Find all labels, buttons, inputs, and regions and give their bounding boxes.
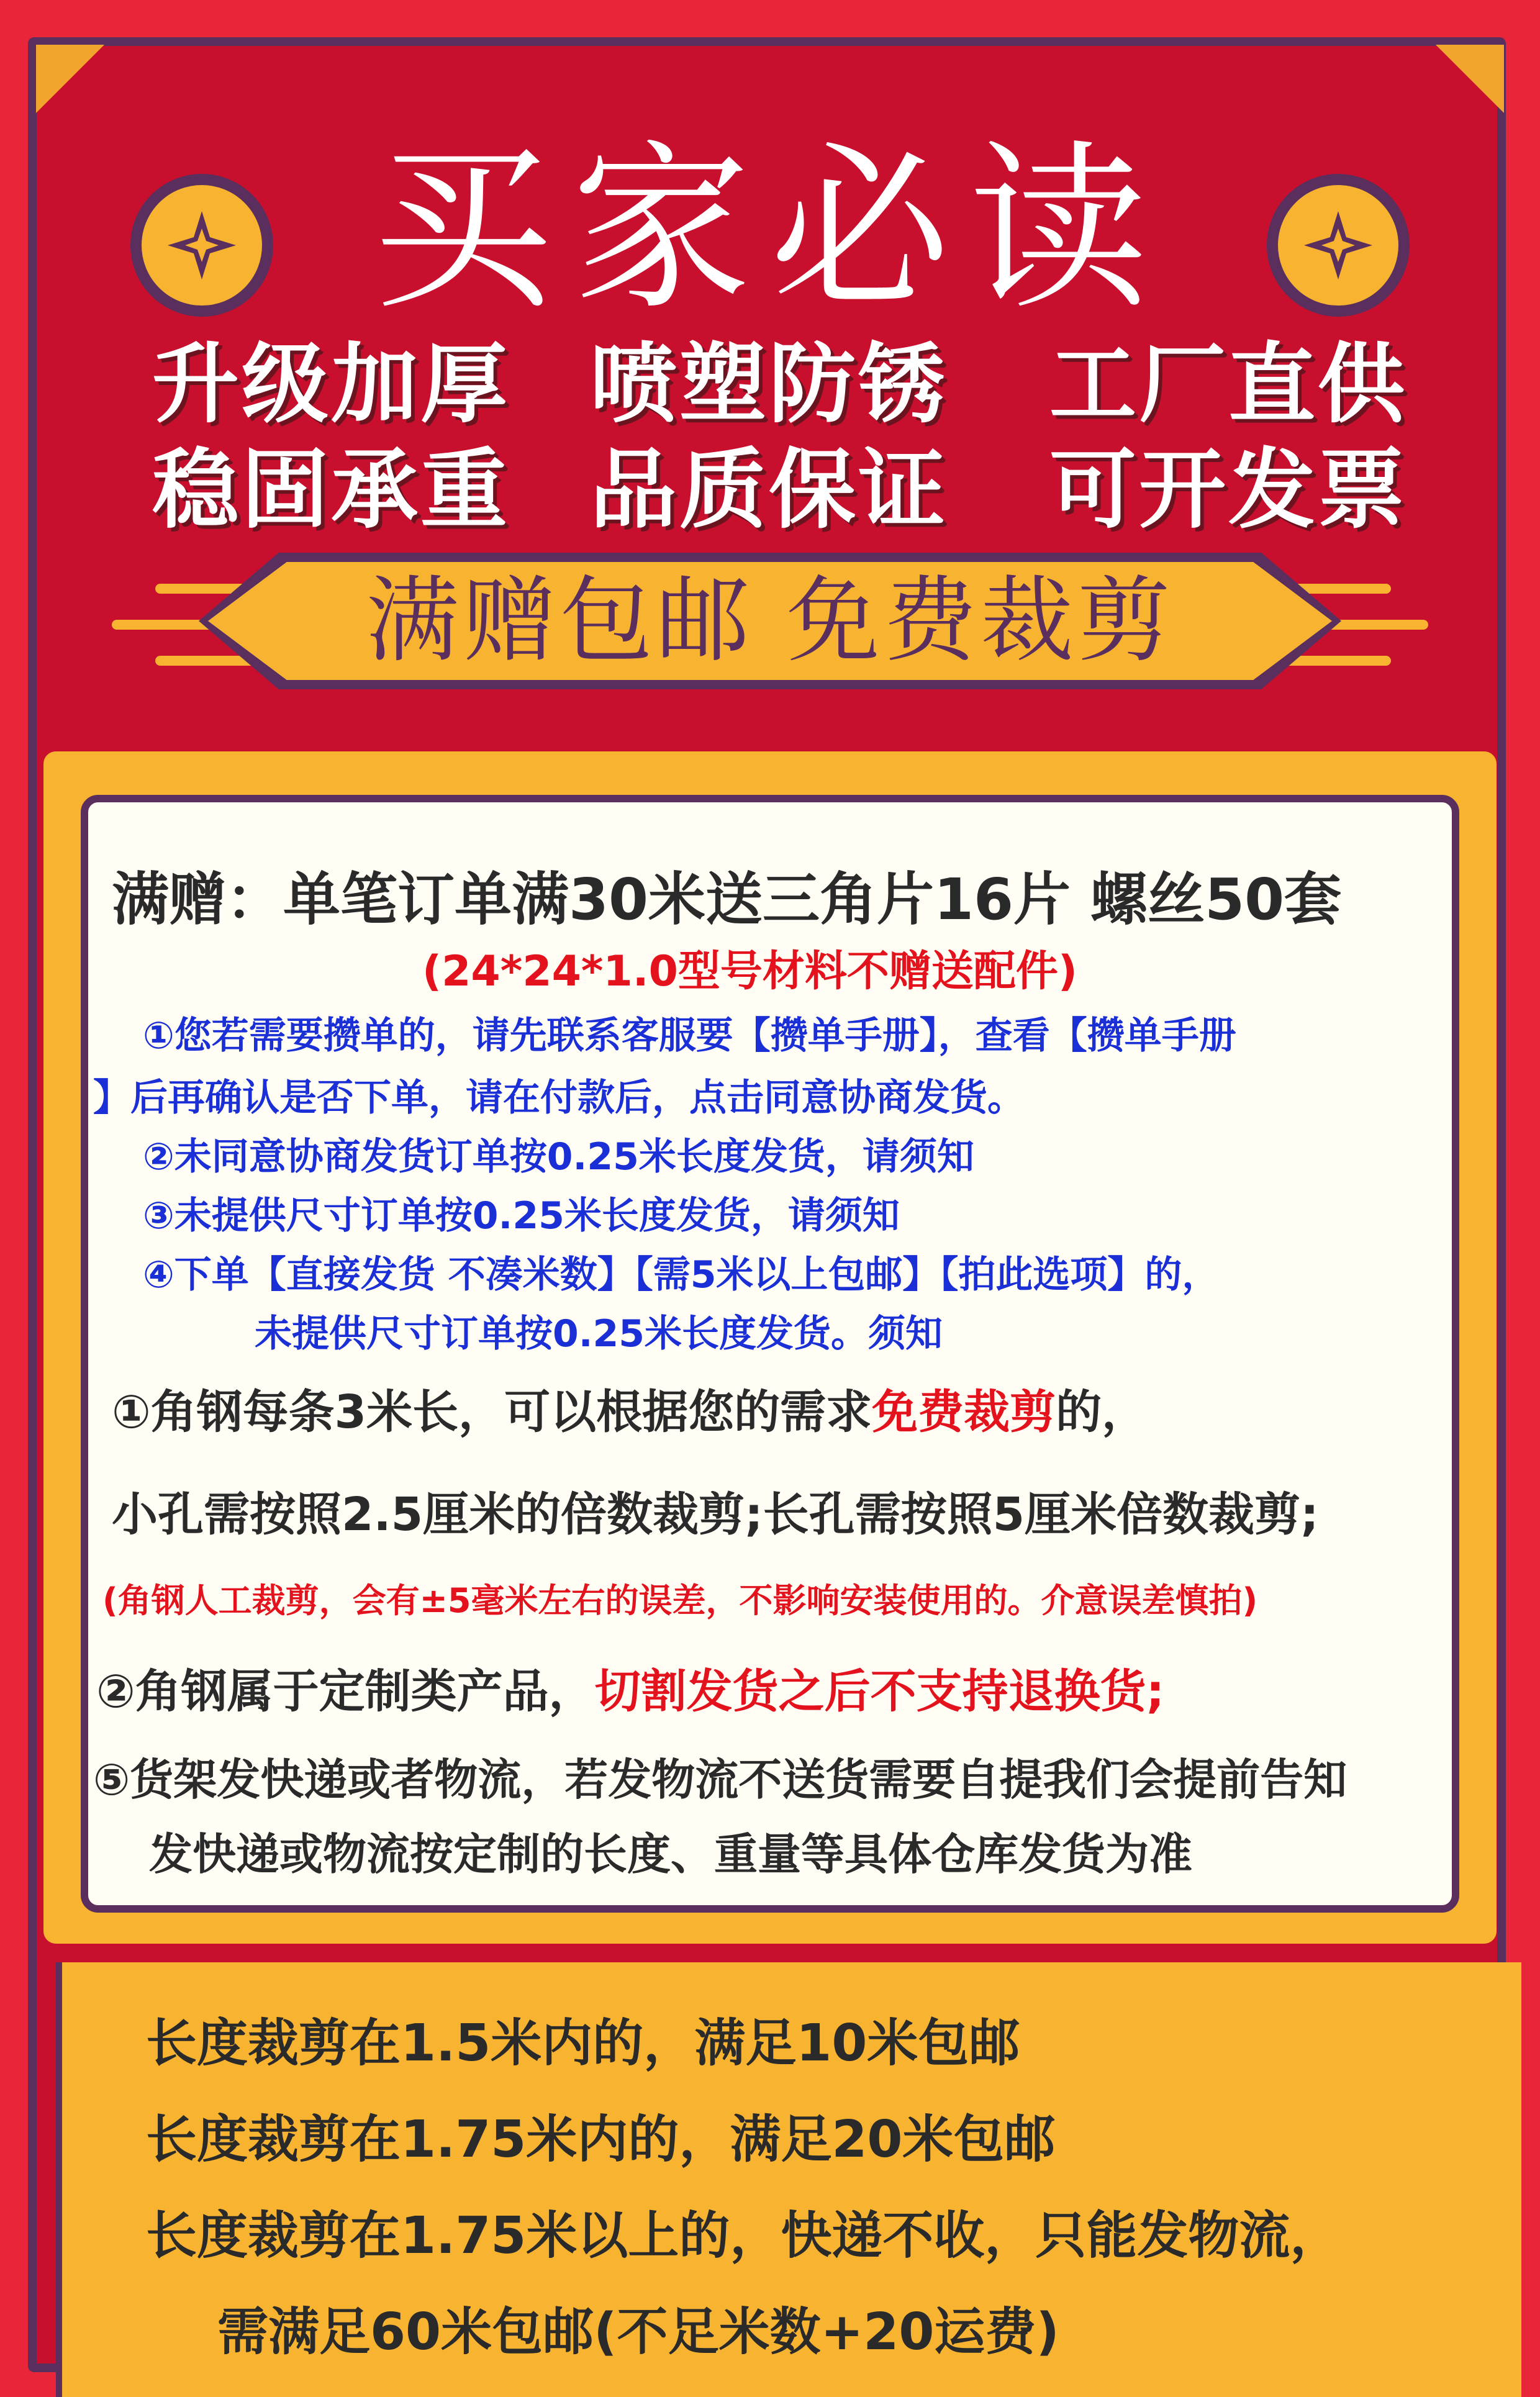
combine-rule-line: 】后再确认是否下单，请在付款后，点击同意协商发货。: [93, 1076, 1025, 1120]
feature-label: 品质保证: [590, 440, 948, 541]
cut-hole-rule: 小孔需按照2.5厘米的倍数裁剪;长孔需按照5厘米倍数裁剪;: [112, 1488, 1319, 1541]
page-title: 买家必读: [373, 125, 1167, 334]
promo-banner: [106, 559, 1434, 696]
shipping-tier: 需满足60米包邮(不足米数+20运费): [217, 2303, 1059, 2362]
feature-label: 工厂直供: [1049, 334, 1408, 435]
feature-label: 喷塑防锈: [590, 334, 948, 435]
combine-rule-line: ①您若需要攒单的，请先联系客服要【攒单手册】，查看【攒单手册: [143, 1014, 1236, 1058]
banner-text: 满赠包邮 免费裁剪: [366, 567, 1174, 675]
custom-product-rule: [96, 1655, 1164, 1721]
shipping-tier: 长度裁剪在1.75米内的，满足20米包邮: [146, 2110, 1056, 2169]
shipping-rule-continued: 发快递或物流按定制的长度、重量等具体仓库发货为准: [149, 1829, 1192, 1880]
free-cut-highlight: 免费裁剪: [872, 1385, 1056, 1439]
feature-label: 升级加厚: [152, 334, 510, 435]
rule-4: ④下单【直接发货 不凑米数】【需5米以上包邮】【拍此选项】的，: [143, 1253, 1220, 1297]
gift-rule: 满赠：单笔订单满30米送三角片16片 螺丝50套: [112, 866, 1342, 933]
rule-4-continued: 未提供尺寸订单按0.25米长度发货。须知: [255, 1312, 943, 1356]
shipping-rule: ⑤货架发快递或者物流，若发物流不送货需要自提我们会提前告知: [93, 1754, 1348, 1805]
shipping-tier: 长度裁剪在1.5米内的，满足10米包邮: [146, 2014, 1020, 2073]
cut-rule-end: 的，: [1056, 1385, 1148, 1439]
shipping-tier: 长度裁剪在1.75米以上的，快递不收，只能发物流，: [146, 2206, 1341, 2265]
cut-tolerance-note: (角钢人工裁剪，会有±5毫米左右的误差，不影响安装使用的。介意误差慎拍): [102, 1581, 1258, 1620]
custom-product-text: ②角钢属于定制类产品，: [96, 1665, 595, 1718]
rule-3: ③未提供尺寸订单按0.25米长度发货，请须知: [143, 1194, 900, 1238]
feature-label: 可开发票: [1049, 440, 1408, 541]
cut-rule: [112, 1375, 1148, 1441]
no-return-highlight: 切割发货之后不支持退换货;: [594, 1665, 1165, 1718]
feature-label: 稳固承重: [152, 440, 510, 541]
cut-rule-text: ①角钢每条3米长，可以根据您的需求: [112, 1385, 872, 1439]
rule-2: ②未同意协商发货订单按0.25米长度发货，请须知: [143, 1135, 974, 1179]
gift-note: (24*24*1.0型号材料不赠送配件): [422, 947, 1077, 996]
